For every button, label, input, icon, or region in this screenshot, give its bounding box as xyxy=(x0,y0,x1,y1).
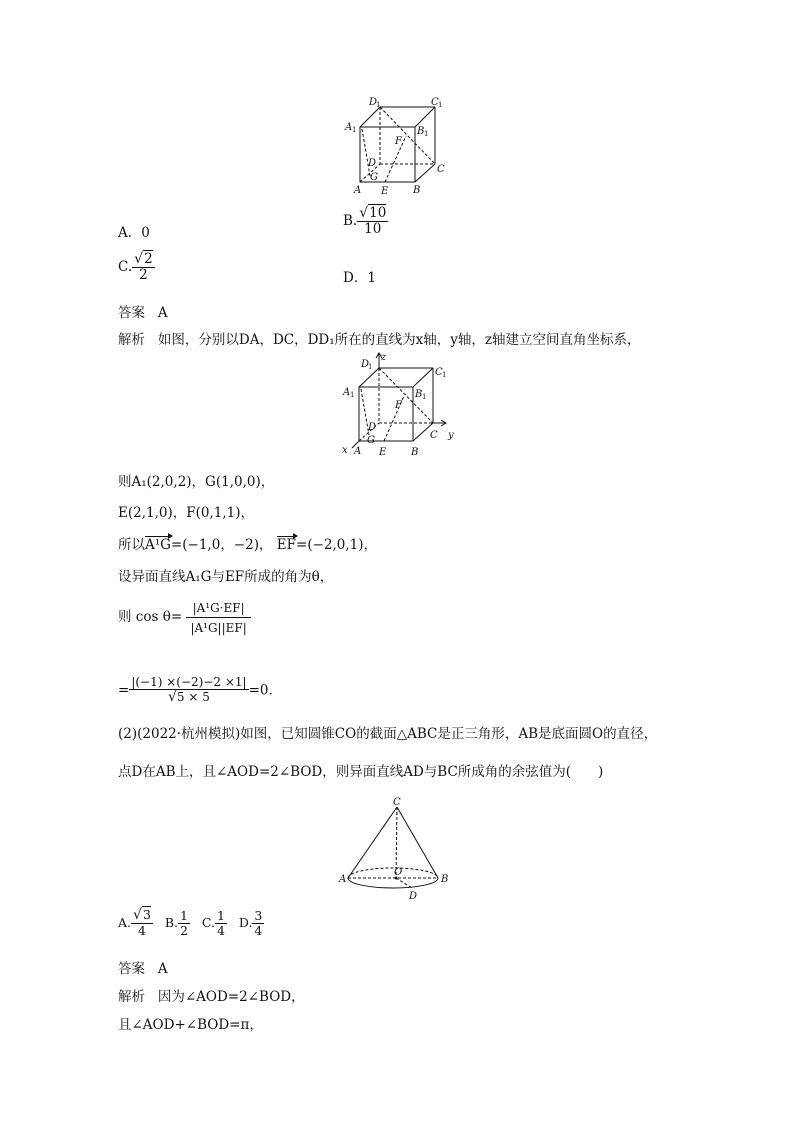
q2-option-c: C. $\frac{1}{4}$ xyxy=(201,907,225,938)
label-a: A xyxy=(354,446,362,457)
analysis-label: 解析 xyxy=(118,989,145,1005)
q2-stem-line-1: (2)(2022·杭州模拟)如图，已知圆锥CO的截面△ABC是正三角形，AB是底面圆O的直径， xyxy=(118,726,658,742)
label-z: z xyxy=(381,352,387,363)
label-g: G xyxy=(370,172,378,183)
label-c: C xyxy=(430,430,438,441)
label-x: x xyxy=(342,445,348,456)
q1-vector-line: 所以A¹G=(−1,0，−2)， EF=(−2,0,1)， xyxy=(118,537,378,553)
q1-answer xyxy=(118,301,168,321)
q2-analysis-line-2: 且∠AOD+∠BOD=π， xyxy=(118,1017,263,1033)
label-f: F xyxy=(395,400,402,411)
q2-analysis xyxy=(118,985,305,1005)
q1-coord-line-2: E(2,1,0)，F(0,1,1)， xyxy=(118,505,254,521)
q1-option-d: D．1 xyxy=(343,270,376,286)
label-d1: D xyxy=(361,359,370,370)
cone-figure xyxy=(338,794,458,900)
svg-text:1: 1 xyxy=(424,130,429,138)
label-e: E xyxy=(379,447,387,458)
q1-cos-result: = $\frac{|(-1) \times(-2)-2 \times 1|}{√5 \times 5}$ =0. xyxy=(118,675,273,706)
q1-option-c: C. $\frac{√2}{2}$ xyxy=(118,251,153,284)
answer-value: A xyxy=(157,961,168,977)
label-a1: A xyxy=(343,387,351,398)
label-c1: C xyxy=(431,97,439,108)
q1-coord-line-1: 则A₁(2,0,2)，G(1,0,0)， xyxy=(118,474,275,490)
q2-option-d: D. $\frac{3}{4}$ xyxy=(238,907,263,938)
label-d1: D xyxy=(369,97,378,108)
vector-ef: EF xyxy=(276,537,297,553)
label-c: C xyxy=(393,797,401,808)
label-g: G xyxy=(367,435,375,446)
label-a1: A xyxy=(345,122,353,133)
svg-text:1: 1 xyxy=(350,391,355,399)
svg-text:1: 1 xyxy=(376,101,381,109)
svg-text:1: 1 xyxy=(368,363,373,371)
label-d: D xyxy=(368,422,377,433)
label-c: C xyxy=(437,164,445,175)
svg-text:1: 1 xyxy=(352,126,357,134)
q1-angle-line: 设异面直线A₁G与EF所成的角为θ， xyxy=(118,569,334,585)
svg-text:1: 1 xyxy=(422,393,427,401)
cube-figure-1 xyxy=(340,92,460,198)
label-b: B xyxy=(413,185,421,196)
q1-option-a: A．0 xyxy=(118,225,150,241)
svg-text:1: 1 xyxy=(442,371,447,379)
q2-option-b: B. $\frac{1}{2}$ xyxy=(164,907,188,938)
q2-options xyxy=(118,908,264,938)
q2-option-a: A. $\frac{√3}{4}$ xyxy=(118,907,151,939)
answer-label: 答案 xyxy=(118,961,145,977)
label-b: B xyxy=(411,447,419,458)
label-b1: B xyxy=(415,389,423,400)
label-b: B xyxy=(441,874,449,885)
label-b1: B xyxy=(417,126,425,137)
label-f: F xyxy=(395,136,402,147)
label-a: A xyxy=(339,874,347,885)
q2-answer xyxy=(118,957,168,977)
label-y: y xyxy=(448,430,454,441)
cube-figure-2 xyxy=(337,350,462,458)
q1-option-b: B. $\frac{√10}{10}$ xyxy=(343,205,387,238)
answer-value: A xyxy=(157,305,168,321)
label-d: D xyxy=(409,891,418,900)
analysis-text: 如图，分别以DA，DC，DD₁所在的直线为x轴，y轴，z轴建立空间直角坐标系， xyxy=(157,332,641,348)
q1-analysis xyxy=(118,328,641,348)
label-e: E xyxy=(381,186,389,197)
label-c1: C xyxy=(435,367,443,378)
analysis-label: 解析 xyxy=(118,332,145,348)
q2-stem-line-2: 点D在AB上，且∠AOD=2∠BOD，则异面直线AD与BC所成角的余弦值为( ) xyxy=(118,764,604,780)
svg-text:1: 1 xyxy=(438,101,443,109)
label-a: A xyxy=(354,185,362,196)
label-d: D xyxy=(368,158,377,169)
answer-label: 答案 xyxy=(118,305,145,321)
label-o: O xyxy=(394,867,403,878)
vector-a1g: A¹G xyxy=(145,537,171,553)
analysis-text: 因为∠AOD=2∠BOD， xyxy=(157,989,305,1005)
q1-cos-formula: 则 cos θ= $\frac{\text{|A¹G·EF|}}{\text{|A¹G||EF|}}$ xyxy=(118,600,251,635)
